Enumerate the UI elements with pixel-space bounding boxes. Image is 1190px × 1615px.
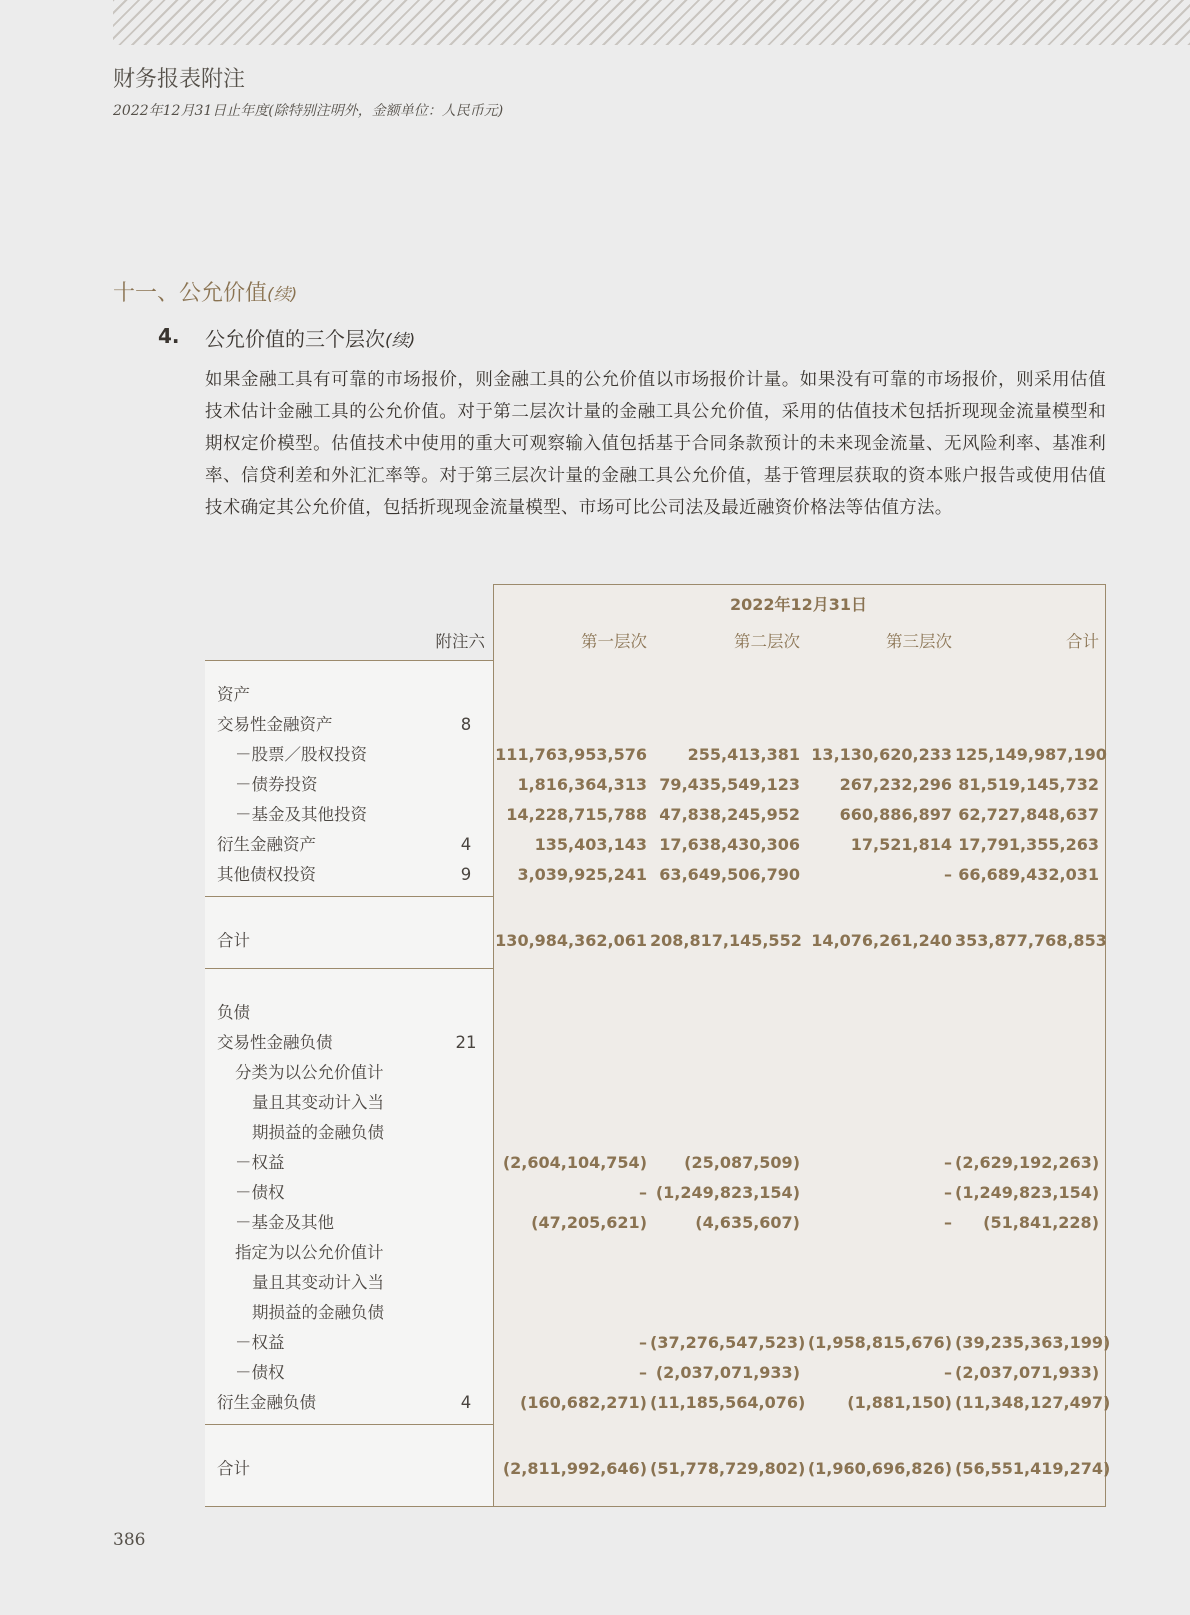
row-label: －基金及其他 (235, 1213, 334, 1232)
row-label: －权益 (235, 1333, 285, 1352)
cell-value: 3,039,925,241 (517, 865, 647, 884)
table-row (205, 830, 1106, 860)
row-note: 4 (460, 835, 472, 854)
table-row (205, 1058, 1106, 1088)
cell-value: 17,638,430,306 (659, 835, 800, 854)
cell-value: – (639, 1183, 647, 1202)
table-row (205, 1328, 1111, 1358)
cell-value: (11,185,564,076) (650, 1393, 806, 1412)
row-label: 其他债权投资 (217, 865, 316, 884)
cell-value: 255,413,381 (687, 745, 800, 764)
cell-value: 14,076,261,240 (811, 931, 952, 950)
cell-value: 63,649,506,790 (659, 865, 800, 884)
row-label: 期损益的金融负债 (252, 1303, 384, 1322)
cell-value: (25,087,509) (684, 1153, 800, 1172)
cell-value: 62,727,848,637 (958, 805, 1099, 824)
cell-value: (1,881,150) (847, 1393, 952, 1412)
column-header-level2: 第二层次 (734, 632, 800, 651)
table-row (205, 926, 1106, 956)
cell-value: (1,958,815,676) (807, 1333, 952, 1352)
cell-value: (51,841,228) (983, 1213, 1099, 1232)
row-label: 量且其变动计入当 (252, 1273, 384, 1292)
section-title-cont: (续) (267, 285, 298, 305)
cell-value: 17,791,355,263 (958, 835, 1099, 854)
cell-value: 81,519,145,732 (958, 775, 1099, 794)
row-label: －基金及其他投资 (235, 805, 367, 824)
cell-value: (56,551,419,274) (955, 1459, 1111, 1478)
subsection-title-text: 公允价值的三个层次 (205, 327, 385, 351)
table-row (205, 1028, 1106, 1058)
table-row (205, 710, 1106, 740)
cell-value: (4,635,607) (695, 1213, 800, 1232)
cell-value: – (944, 1213, 952, 1232)
subsection-number: 4. (158, 324, 180, 348)
cell-value: – (639, 1363, 647, 1382)
cell-value: 111,763,953,576 (495, 745, 647, 764)
table-note-header: 附注六 (435, 632, 485, 651)
row-label: －权益 (235, 1153, 285, 1172)
cell-value: (11,348,127,497) (955, 1393, 1111, 1412)
cell-value: – (639, 1333, 647, 1352)
row-label: －债权 (235, 1183, 285, 1202)
cell-value: (51,778,729,802) (650, 1459, 806, 1478)
page-number: 386 (113, 1530, 146, 1550)
row-label: －股票／股权投资 (235, 745, 367, 764)
header-hatch-band (113, 0, 1190, 45)
row-note: 4 (460, 1393, 472, 1412)
row-label: 量且其变动计入当 (252, 1093, 384, 1112)
table-row (205, 800, 1106, 830)
cell-value: (37,276,547,523) (650, 1333, 806, 1352)
cell-value: 47,838,245,952 (659, 805, 800, 824)
row-label: 合计 (217, 931, 250, 950)
table-row (205, 1454, 1111, 1484)
subsection-title-cont: (续) (385, 331, 416, 351)
cell-value: – (944, 1363, 952, 1382)
cell-value: (2,037,071,933) (655, 1363, 800, 1382)
column-header-total: 合计 (1066, 632, 1099, 651)
body-paragraph: 如果金融工具有可靠的市场报价，则金融工具的公允价值以市场报价计量。如果没有可靠的市场报价，则采用估值技术估计金融工具的公允价值。对于第二层次计量的金融工具公允价值，采用的估值技术包括折现现金流量模型和期权定价模型。估值技术中使用的重大可观察输入值包括基于合同条款预计的未来现金流量、无风险利率、基准利率、信贷利差和外汇汇率等。对于第三层次计量的金融工具公允价值，基于管理层获取的资本账户报告或使用估值技术确定其公允价值，包括折现现金流量模型、市场可比公司法及最近融资价格法等估值方法。 (205, 370, 1106, 518)
table-rule (205, 896, 493, 897)
row-label: 交易性金融负债 (217, 1033, 333, 1052)
column-header-level1: 第一层次 (581, 632, 647, 651)
row-label: －债券投资 (235, 775, 318, 794)
cell-value: (1,960,696,826) (807, 1459, 952, 1478)
table-row (205, 1268, 1106, 1298)
cell-value: 125,149,987,190 (955, 745, 1107, 764)
fair-value-table (205, 584, 1111, 1507)
table-row (205, 1118, 1106, 1148)
table-row (205, 1238, 1106, 1268)
table-rule (205, 1424, 493, 1425)
row-label: 负债 (217, 1003, 250, 1022)
cell-value: 17,521,814 (850, 835, 952, 854)
cell-value: (1,249,823,154) (955, 1183, 1100, 1202)
cell-value: (2,037,071,933) (955, 1363, 1100, 1382)
cell-value: (160,682,271) (520, 1393, 647, 1412)
table-row (205, 770, 1106, 800)
cell-value: – (944, 1153, 952, 1172)
cell-value: 66,689,432,031 (958, 865, 1099, 884)
row-label: 期损益的金融负债 (252, 1123, 384, 1142)
row-label: 分类为以公允价值计 (235, 1063, 384, 1082)
table-rule (205, 1506, 493, 1507)
row-label: 衍生金融负债 (217, 1393, 316, 1412)
cell-value: (39,235,363,199) (955, 1333, 1111, 1352)
page-header-title: 财务报表附注 (113, 67, 246, 92)
row-note: 9 (460, 865, 472, 884)
cell-value: 267,232,296 (839, 775, 952, 794)
table-row (205, 1388, 1111, 1418)
cell-value: 13,130,620,233 (811, 745, 952, 764)
cell-value: (2,629,192,263) (955, 1153, 1100, 1172)
cell-value: – (944, 1183, 952, 1202)
table-row (205, 1208, 1106, 1238)
table-row (205, 1178, 1106, 1208)
cell-value: (2,811,992,646) (502, 1459, 647, 1478)
row-label: 资产 (217, 685, 250, 704)
table-date-header: 2022年12月31日 (729, 595, 868, 614)
row-label: 指定为以公允价值计 (235, 1243, 384, 1262)
subsection-title (205, 323, 415, 352)
section-title-text: 十一、公允价值 (113, 281, 268, 306)
cell-value: 208,817,145,552 (650, 931, 802, 950)
table-row (205, 1298, 1106, 1328)
table-row (205, 860, 1106, 890)
row-note: 8 (460, 715, 472, 734)
section-title (113, 276, 297, 307)
table-row (205, 740, 1106, 770)
cell-value: 660,886,897 (839, 805, 952, 824)
table-row (205, 680, 1106, 710)
cell-value: (1,249,823,154) (655, 1183, 800, 1202)
cell-value: 135,403,143 (534, 835, 647, 854)
row-note: 21 (455, 1033, 477, 1052)
table-rule (205, 660, 493, 661)
page-header-subtitle: 2022年12月31日止年度(除特别注明外，金额单位：人民币元) (113, 103, 504, 119)
cell-value: 1,816,364,313 (517, 775, 647, 794)
row-label: －债权 (235, 1363, 285, 1382)
table-row (205, 998, 1106, 1028)
row-label: 交易性金融资产 (217, 715, 333, 734)
cell-value: – (944, 865, 952, 884)
cell-value: 14,228,715,788 (506, 805, 647, 824)
table-row (205, 1148, 1106, 1178)
row-label: 合计 (217, 1459, 250, 1478)
cell-value: 130,984,362,061 (495, 931, 647, 950)
table-row (205, 1358, 1106, 1388)
cell-value: (47,205,621) (531, 1213, 647, 1232)
table-rule (205, 968, 493, 969)
cell-value: 353,877,768,853 (955, 931, 1107, 950)
column-header-level3: 第三层次 (886, 632, 952, 651)
cell-value: (2,604,104,754) (502, 1153, 647, 1172)
table-row (205, 1088, 1106, 1118)
cell-value: 79,435,549,123 (659, 775, 800, 794)
row-label: 衍生金融资产 (217, 835, 316, 854)
